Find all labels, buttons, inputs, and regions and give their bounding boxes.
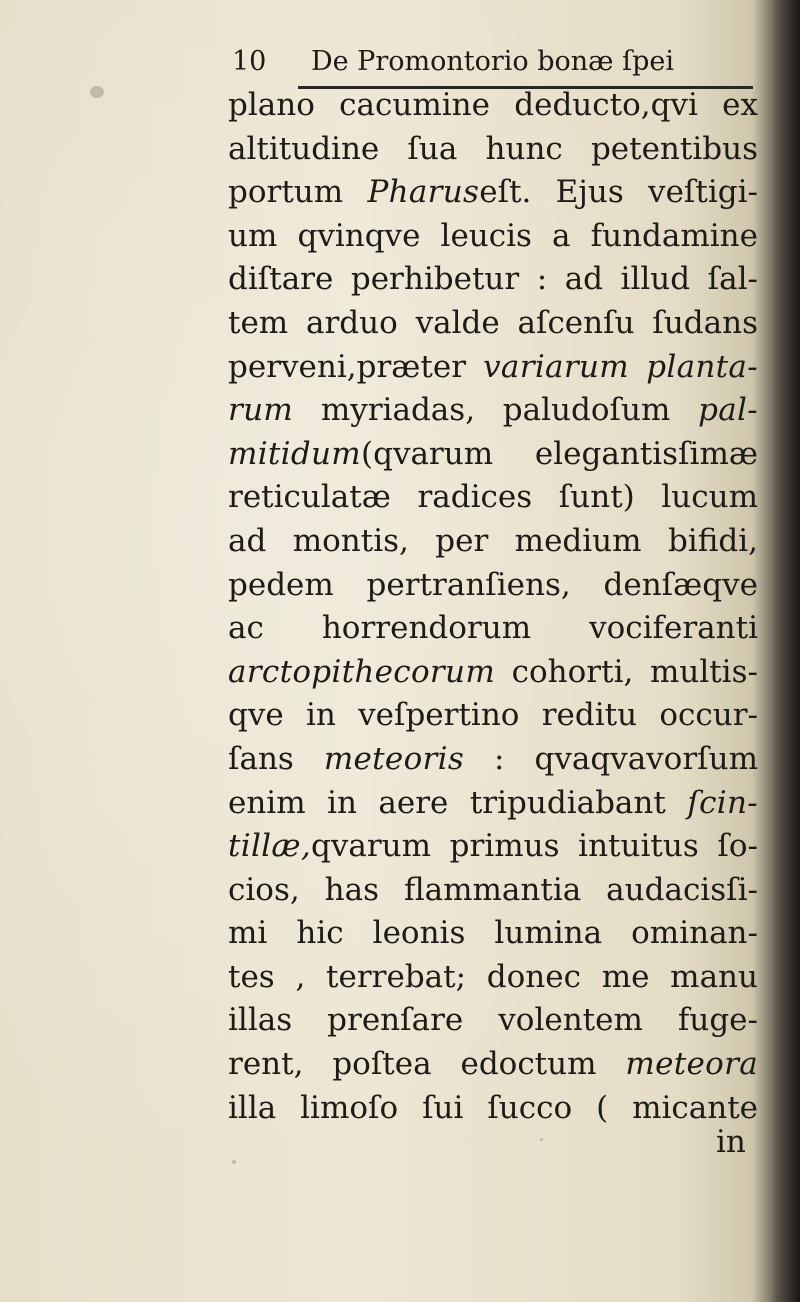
text-line (228, 825, 758, 869)
italic-term: pal- (698, 392, 758, 429)
text-line (228, 389, 758, 433)
paper-spot (90, 86, 104, 98)
italic-term: Pharus (367, 174, 480, 211)
text-line (228, 782, 758, 826)
text-line (228, 520, 758, 564)
text-line (228, 1043, 758, 1087)
text-segment: portum (228, 174, 368, 211)
text-line (228, 171, 758, 215)
text-line (228, 999, 758, 1043)
text-segment: enim in aere tripudiabant (228, 784, 688, 821)
italic-term: rum (228, 392, 294, 429)
italic-term: arctopithecorum (228, 653, 496, 690)
text-line (228, 476, 758, 520)
text-segment: qve in veſpertino reditu occur- (228, 697, 758, 734)
text-line (228, 128, 758, 172)
text-line (228, 956, 758, 1000)
text-segment: illas prenſare volentem fuge- (228, 1002, 758, 1039)
text-segment: qvarum primus intuitus ſo- (311, 828, 758, 865)
text-line (228, 694, 758, 738)
text-segment: : qvaqvavorſum (464, 740, 758, 777)
text-line (228, 869, 758, 913)
text-line (228, 258, 758, 302)
page-number: 10 (232, 46, 267, 77)
text-segment: rent, poſtea edoctum (228, 1046, 626, 1083)
italic-term: ſcin- (687, 784, 758, 821)
italic-term: meteora (625, 1046, 758, 1083)
text-line (228, 651, 758, 695)
text-line (228, 1087, 758, 1131)
text-segment: diſtare perhibetur : ad illud ſal- (228, 261, 758, 298)
text-segment: cohorti, multis- (495, 653, 758, 690)
text-segment: myriadas, paludoſum (293, 392, 699, 429)
text-line (228, 84, 758, 128)
paper-spot (540, 1138, 543, 1141)
text-segment: um qvinqve leucis a fundamine (228, 217, 758, 254)
italic-term: meteoris (323, 740, 465, 777)
running-head-title: De Promontorio bonæ ſpei (310, 46, 675, 77)
text-line (228, 564, 758, 608)
text-segment: illa limoſo ſui ſucco ( micante (228, 1089, 758, 1126)
text-segment: pedem pertranſiens, denſæqve (228, 566, 758, 603)
text-segment: (qvarum elegantisſimæ (361, 435, 758, 472)
text-line (228, 302, 758, 346)
text-line (228, 738, 758, 782)
text-segment: plano cacumine deducto,qvi ex (228, 87, 758, 123)
text-segment: cios, has flammantia audacisſi- (228, 871, 758, 908)
text-line (228, 607, 758, 651)
italic-term: tillæ, (228, 828, 311, 865)
text-segment: perveni,præter (228, 348, 484, 385)
text-segment: altitudine ſua hunc petentibus (228, 130, 758, 167)
paper-spot (232, 1160, 236, 1164)
text-segment: tem arduo valde aſcenſu ſudans (228, 304, 758, 341)
body-text (228, 84, 758, 1130)
text-line (228, 433, 758, 477)
catchword: in (716, 1124, 746, 1160)
italic-term: mitidum (228, 435, 361, 472)
text-segment: tes , terrebat; donec me manu (228, 958, 758, 995)
text-segment: mi hic leonis lumina ominan- (228, 915, 758, 952)
text-segment: ſans (228, 740, 324, 777)
text-line (228, 346, 758, 390)
page-gutter-shadow (772, 0, 800, 1302)
text-line (228, 912, 758, 956)
text-segment: ad montis, per medium bifidi, (228, 522, 758, 559)
text-segment: eſt. Ejus veſtigi- (479, 174, 758, 211)
text-line (228, 215, 758, 259)
text-segment: reticulatæ radices ſunt) lucum (228, 479, 758, 516)
text-segment: ac horrendorum vociferanti (228, 610, 758, 647)
italic-term: variarum planta- (483, 348, 758, 385)
